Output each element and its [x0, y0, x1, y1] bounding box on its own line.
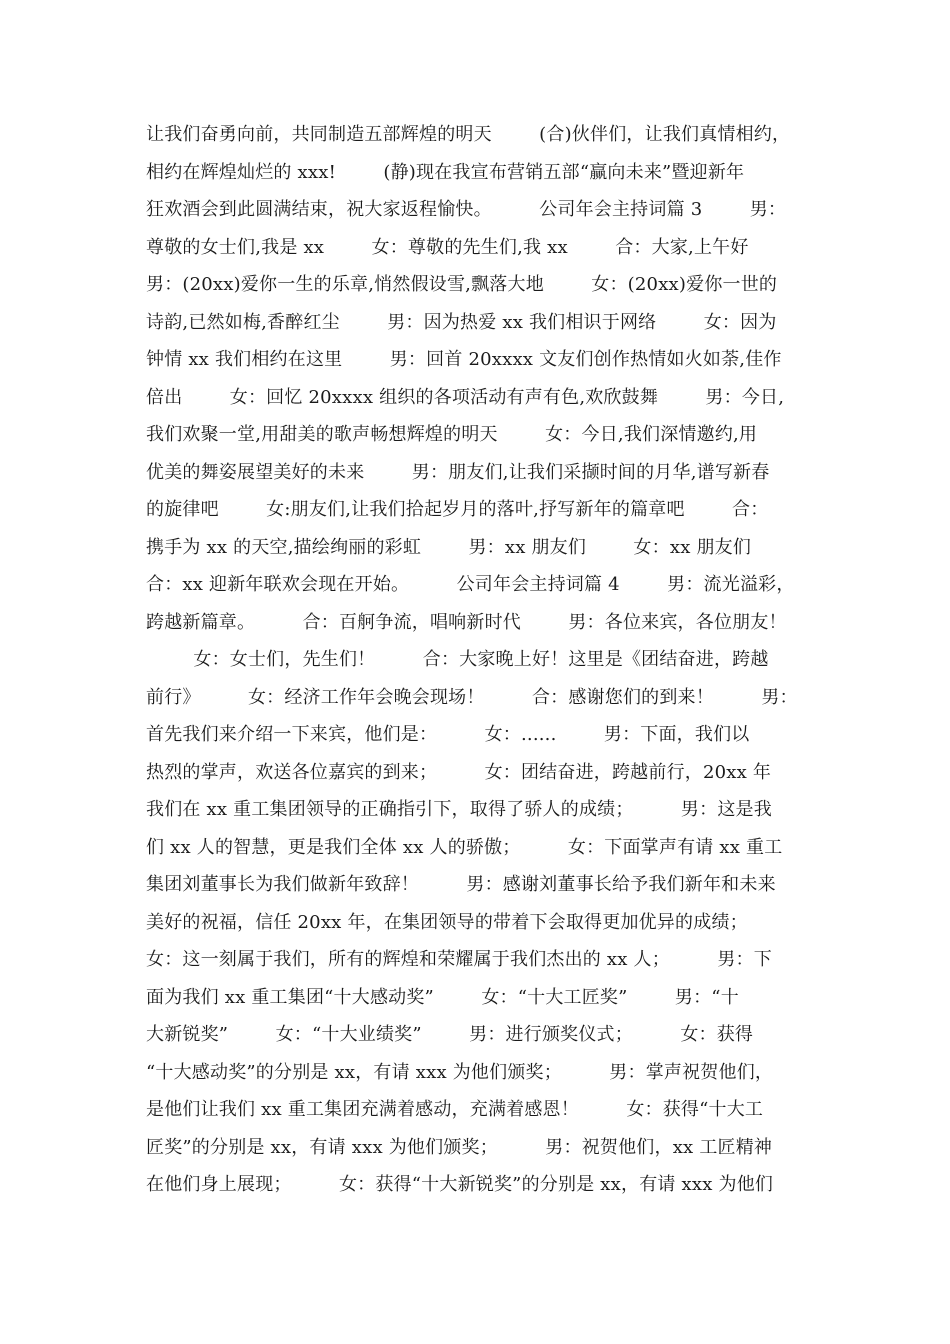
text-line: 倍出 女：回忆 20xxxx 组织的各项活动有声有色,欢欣鼓舞 男：今日,: [146, 386, 785, 408]
text-line: 女：女士们，先生们！ 合：大家晚上好！这里是《团结奋进，跨越: [146, 649, 769, 670]
text-line: 匠奖”的分别是 xx，有请 xxx 为他们颁奖； 男：祝贺他们，xx 工匠精神: [146, 1136, 773, 1158]
text-line: 美好的祝福，信任 20xx 年，在集团领导的带着下会取得更加优异的成绩；: [146, 911, 748, 933]
text-line: 携手为 xx 的天空,描绘绚丽的彩虹 男：xx 朋友们 女：xx 朋友们: [146, 536, 752, 558]
text-line: 前行》 女：经济工作年会晚会现场！ 合：感谢您们的到来！ 男：: [146, 686, 798, 708]
text-line: 在他们身上展现； 女：获得“十大新锐奖”的分别是 xx，有请 xxx 为他们: [146, 1174, 774, 1195]
text-line: 的旋律吧 女:朋友们,让我们拾起岁月的落叶,抒写新年的篇章吧 合：: [146, 499, 769, 520]
text-line: 狂欢酒会到此圆满结束，祝大家返程愉快。 公司年会主持词篇 3 男：: [146, 199, 787, 220]
text-line: 跨越新篇章。 合：百舸争流，唱响新时代 男：各位来宾，各位朋友！: [146, 611, 787, 633]
text-line: 我们在 xx 重工集团领导的正确指引下，取得了骄人的成绩； 男：这是我: [146, 799, 772, 820]
text-line: 优美的舞姿展望美好的未来 男：朋友们,让我们采撷时间的月华,谱写新春: [146, 461, 770, 483]
text-line: 男：(20xx)爱你一生的乐章,悄然假设雪,飘落大地 女：(20xx)爱你一世的: [146, 274, 778, 295]
text-line: 大新锐奖” 女：“十大业绩奖” 男：进行颁奖仪式； 女：获得: [146, 1024, 754, 1045]
text-line: 诗韵,已然如梅,香醉红尘 男：因为热爱 xx 我们相识于网络 女：因为: [146, 311, 777, 333]
text-line: 相约在辉煌灿烂的 xxx! (静)现在我宣布营销五部“赢向未来”暨迎新年: [146, 161, 745, 183]
text-line: 热烈的掌声，欢送各位嘉宾的到来； 女：团结奋进，跨越前行，20xx 年: [146, 761, 772, 783]
text-line: 我们欢聚一堂,用甜美的歌声畅想辉煌的明天 女：今日,我们深情邀约,用: [146, 424, 758, 445]
text-line: 集团刘董事长为我们做新年致辞！ 男：感谢刘董事长给予我们新年和未来: [146, 874, 776, 895]
text-line: 面为我们 xx 重工集团“十大感动奖” 女：“十大工匠奖” 男：“十: [146, 986, 739, 1008]
document-body: [146, 116, 808, 1204]
text-line: “十大感动奖”的分别是 xx，有请 xxx 为他们颁奖； 男：掌声祝贺他们，: [146, 1061, 774, 1083]
text-line: 尊敬的女士们,我是 xx 女：尊敬的先生们,我 xx 合：大家,上午好: [146, 236, 749, 258]
text-line: 首先我们来介绍一下来宾，他们是： 女：...... 男：下面，我们以: [146, 724, 750, 745]
text-line: 们 xx 人的智慧，更是我们全体 xx 人的骄傲； 女：下面掌声有请 xx 重工: [146, 836, 783, 858]
text-line: 让我们奋勇向前，共同制造五部辉煌的明天 (合)伙伴们，让我们真情相约，: [146, 124, 791, 145]
text-line: 合：xx 迎新年联欢会现在开始。 公司年会主持词篇 4 男：流光溢彩，: [146, 574, 795, 595]
text-line: 钟情 xx 我们相约在这里 男：回首 20xxxx 文友们创作热情如火如荼,佳作: [146, 349, 782, 370]
text-line: 女：这一刻属于我们，所有的辉煌和荣耀属于我们杰出的 xx 人； 男：下: [146, 949, 772, 970]
text-line: 是他们让我们 xx 重工集团充满着感动，充满着感恩！ 女：获得“十大工: [146, 1099, 764, 1120]
